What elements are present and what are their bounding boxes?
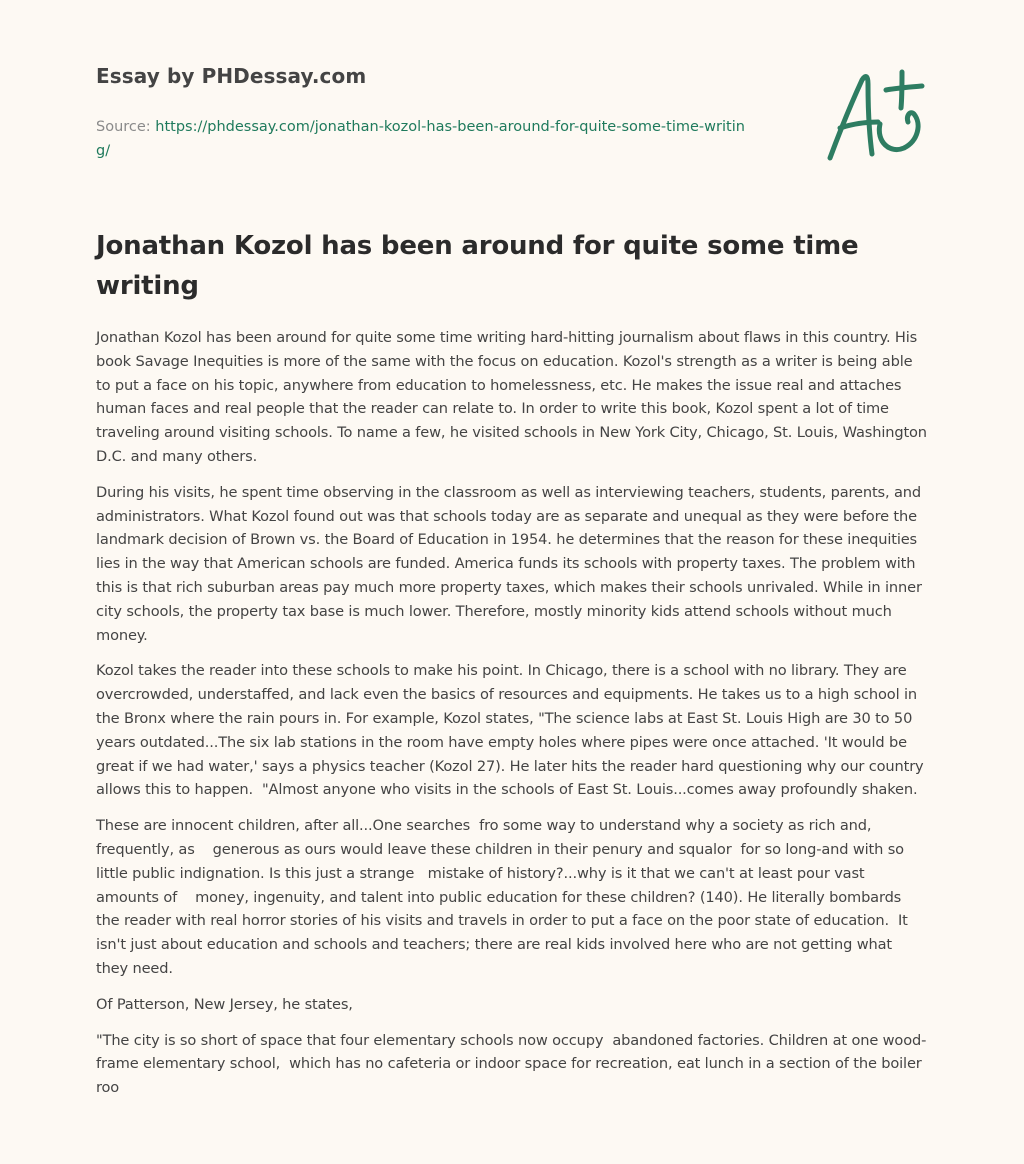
essay-body: [96, 326, 932, 1100]
essay-content: [96, 226, 932, 1112]
essay-paragraph: Jonathan Kozol has been around for quite some time writing hard-hitting journalism about flaws in this country. His book Savage Inequities is more of the same with the focus on education. Kozol's strength as a writer is being able to put a face on his topic, anywhere from education to homelessness, etc. He makes the issue real and attaches human faces and real people that the reader can relate to. In order to write this book, Kozol spent a lot of time traveling around visiting schools. To name a few, he visited schools in New York City, Chicago, St. Louis, Washington D.C. and many others.: [96, 329, 932, 465]
essay-title: Jonathan Kozol has been around for quite some time writing: [96, 231, 859, 301]
essay-paragraph: Kozol takes the reader into these schools to make his point. In Chicago, there is a school with no library. They are overcrowded, understaffed, and lack even the basics of resources and equipments. He takes us to a high school in the Bronx where the rain pours in. For example, Kozol states, "The science labs at East St. Louis High are 30 to 50 years outdated...The six lab stations in the room have empty holes where pipes were once attached. 'It would be great if we had water,' says a physics teacher (Kozol 27). He later hits the reader hard questioning why our country allows this to happen. "Almost anyone who visits in the schools of East St. Louis...comes away profoundly shaken.: [96, 662, 929, 799]
essay-paragraph: During his visits, he spent time observing in the classroom as well as interviewing teachers, students, parents, and administrators. What Kozol found out was that schools today are as separate and unequal as they were before the landmark decision of Brown vs. the Board of Education in 1954. he determines that the reason for these inequities lies in the way that American schools are funded. America funds its schools with property taxes. The problem with this is that rich suburban areas pay much more property taxes, which makes their schools unrivaled. While in inner city schools, the property tax base is much lower. Therefore, mostly minority kids attend schools without much money.: [96, 483, 927, 644]
source-link[interactable]: https://phdessay.com/jonathan-kozol-has-been-around-for-quite-some-time-writing/: [96, 119, 745, 159]
source-label: Source:: [96, 119, 156, 135]
site-title: Essay by PHDessay.com: [96, 64, 367, 88]
source-line: [96, 115, 746, 163]
essay-paragraph: Of Patterson, New Jersey, he states,: [96, 995, 353, 1013]
essay-paragraph: "The city is so short of space that four elementary schools now occupy abandoned factories. Children at one wood-frame elementary school, which has no cafeteria or indoor space for recreation, eat lunch in a section of the boiler roo: [96, 1031, 927, 1097]
page-header: [96, 64, 796, 163]
a-plus-grade-icon: [822, 66, 932, 166]
essay-paragraph: These are innocent children, after all...One searches fro some way to understand why a society as rich and, frequently, as generous as ours would leave these children in their penury and squalor for so long-and with so little public indignation. Is this just a strange mistake of history?...why is it that we can't at least pour vast amounts of money, ingenuity, and talent into public education for these children? (140). He literally bombards the reader with real horror stories of his visits and travels in order to put a face on the poor state of education. It isn't just about education and schools and teachers; there are real kids involved here who are not getting what they need.: [96, 817, 913, 977]
